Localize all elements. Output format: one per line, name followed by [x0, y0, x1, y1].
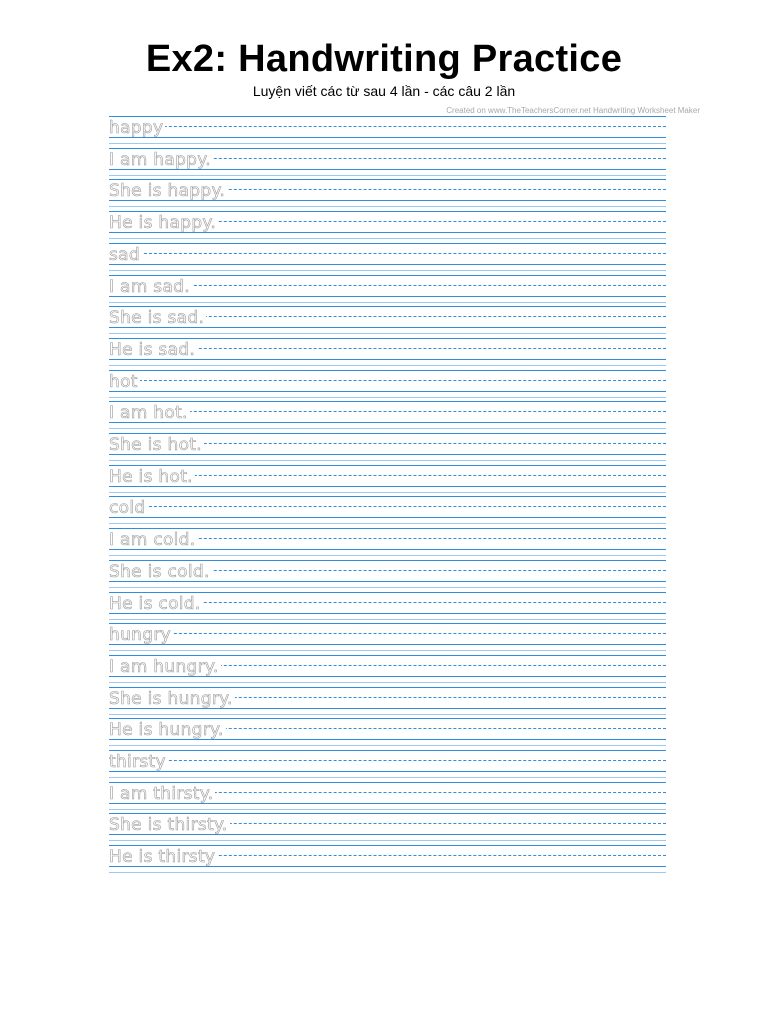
practice-row	[109, 338, 666, 370]
base-guide-line	[109, 644, 666, 645]
trace-text: He is thirsty	[109, 847, 216, 868]
trace-text: I am cold.	[109, 530, 196, 551]
desc-guide-line	[109, 365, 666, 366]
trace-text: happy	[109, 118, 164, 138]
trace-text: He is happy.	[109, 213, 217, 234]
top-guide-line	[109, 845, 666, 846]
top-guide-line	[109, 338, 666, 339]
top-guide-line	[109, 275, 666, 276]
trace-text: He is hot.	[109, 466, 193, 487]
desc-guide-line	[109, 714, 666, 715]
desc-guide-line	[109, 175, 666, 176]
desc-guide-line	[109, 523, 666, 524]
top-guide-line	[109, 782, 666, 783]
top-guide-line	[109, 623, 666, 624]
trace-text: She is hungry.	[109, 688, 233, 709]
mid-guide-line	[109, 380, 666, 381]
practice-row	[109, 116, 666, 148]
desc-guide-line	[109, 840, 666, 841]
trace-text: She is happy.	[109, 181, 226, 202]
top-guide-line	[109, 750, 666, 751]
practice-row	[109, 560, 666, 592]
trace-text: He is hungry.	[109, 720, 224, 741]
practice-row	[109, 782, 666, 814]
desc-guide-line	[109, 333, 666, 334]
mid-guide-line	[109, 285, 666, 286]
trace-text: I am sad.	[109, 276, 190, 297]
practice-row	[109, 275, 666, 307]
base-guide-line	[109, 264, 666, 265]
mid-guide-line	[109, 633, 666, 634]
top-guide-line	[109, 211, 666, 212]
base-guide-line	[109, 771, 666, 772]
base-guide-line	[109, 137, 666, 138]
desc-guide-line	[109, 428, 666, 429]
trace-text: I am thirsty.	[109, 783, 214, 804]
top-guide-line	[109, 687, 666, 688]
top-guide-line	[109, 148, 666, 149]
practice-row	[109, 687, 666, 719]
desc-guide-line	[109, 777, 666, 778]
practice-row	[109, 179, 666, 211]
practice-row	[109, 592, 666, 624]
practice-row	[109, 750, 666, 782]
mid-guide-line	[109, 126, 666, 127]
practice-row	[109, 211, 666, 243]
trace-text: I am hot.	[109, 403, 188, 424]
base-guide-line	[109, 296, 666, 297]
practice-row	[109, 845, 666, 877]
trace-text: cold	[109, 498, 146, 519]
desc-guide-line	[109, 650, 666, 651]
top-guide-line	[109, 433, 666, 434]
desc-guide-line	[109, 587, 666, 588]
practice-row	[109, 465, 666, 497]
desc-guide-line	[109, 206, 666, 207]
top-guide-line	[109, 465, 666, 466]
page-title: Ex2: Handwriting Practice	[145, 38, 623, 80]
practice-row	[109, 370, 666, 402]
desc-guide-line	[109, 492, 666, 493]
desc-guide-line	[109, 302, 666, 303]
credit-line: Created on www.TheTeachersCorner.net Handwriting Worksheet Maker	[446, 106, 700, 115]
practice-row	[109, 528, 666, 560]
mid-guide-line	[109, 760, 666, 761]
top-guide-line	[109, 179, 666, 180]
mid-guide-line	[109, 253, 666, 254]
top-guide-line	[109, 116, 666, 117]
trace-text: She is thirsty.	[109, 815, 228, 836]
trace-text: He is cold.	[109, 593, 201, 614]
practice-row	[109, 655, 666, 687]
trace-text: She is hot.	[109, 435, 202, 455]
top-guide-line	[109, 813, 666, 814]
base-guide-line	[109, 517, 666, 518]
page-subtitle: Luyện viết các từ sau 4 lần - các câu 2 lần	[252, 83, 516, 99]
practice-sheet	[109, 116, 666, 876]
trace-text: sad	[109, 244, 140, 265]
top-guide-line	[109, 718, 666, 719]
desc-guide-line	[109, 745, 666, 746]
desc-guide-line	[109, 238, 666, 239]
practice-row	[109, 306, 666, 338]
base-guide-line	[109, 422, 666, 423]
practice-row	[109, 433, 666, 465]
top-guide-line	[109, 243, 666, 244]
practice-row	[109, 496, 666, 528]
practice-row	[109, 243, 666, 275]
desc-guide-line	[109, 555, 666, 556]
desc-guide-line	[109, 397, 666, 398]
desc-guide-line	[109, 682, 666, 683]
practice-row	[109, 623, 666, 655]
practice-row	[109, 718, 666, 750]
desc-guide-line	[109, 872, 666, 873]
top-guide-line	[109, 655, 666, 656]
top-guide-line	[109, 592, 666, 593]
desc-guide-line	[109, 809, 666, 810]
trace-text: She is sad.	[109, 308, 205, 329]
practice-row	[109, 148, 666, 180]
mid-guide-line	[109, 506, 666, 507]
top-guide-line	[109, 306, 666, 307]
trace-text: thirsty	[109, 752, 166, 772]
trace-text: hot	[109, 371, 138, 392]
desc-guide-line	[109, 619, 666, 620]
top-guide-line	[109, 496, 666, 497]
top-guide-line	[109, 370, 666, 371]
mid-guide-line	[109, 411, 666, 412]
desc-guide-line	[109, 270, 666, 271]
trace-text: I am happy.	[109, 149, 211, 170]
trace-text: He is sad.	[109, 339, 196, 360]
trace-text: She is cold.	[109, 561, 210, 582]
desc-guide-line	[109, 460, 666, 461]
practice-row	[109, 401, 666, 433]
trace-text: I am hungry.	[109, 656, 219, 677]
desc-guide-line	[109, 143, 666, 144]
top-guide-line	[109, 560, 666, 561]
practice-row	[109, 813, 666, 845]
top-guide-line	[109, 528, 666, 529]
top-guide-line	[109, 401, 666, 402]
trace-text: hungry	[109, 625, 171, 646]
base-guide-line	[109, 391, 666, 392]
